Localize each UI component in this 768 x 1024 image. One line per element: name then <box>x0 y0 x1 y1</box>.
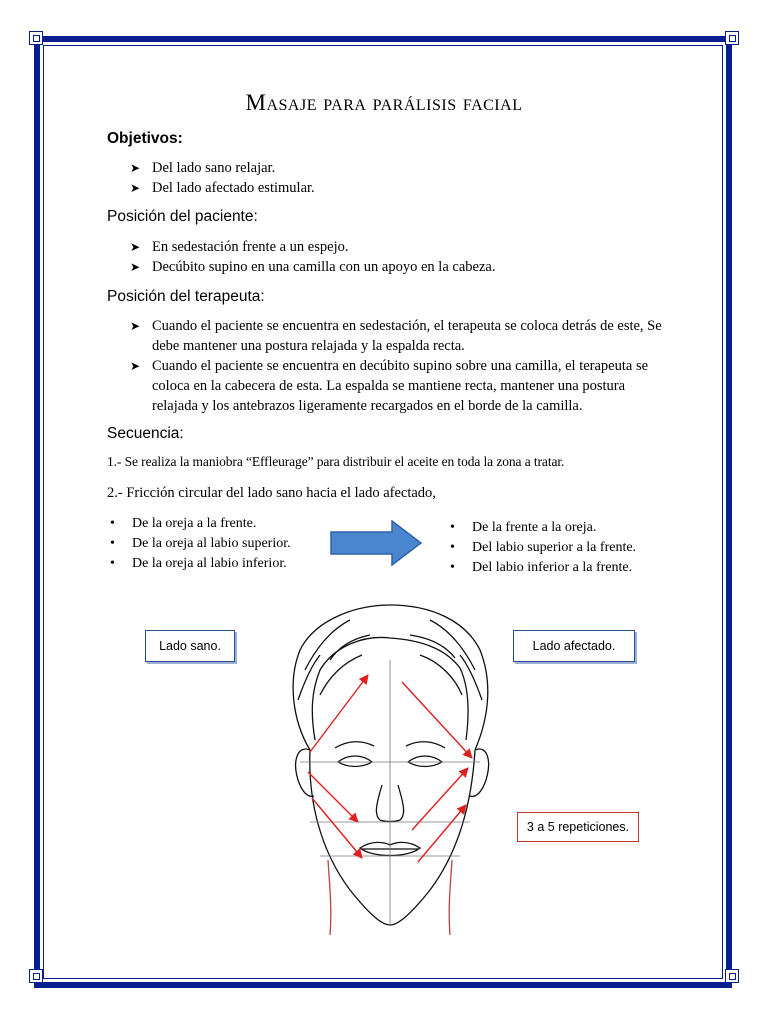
secuencia-step-1: 1.- Se realiza la maniobra “Effleurage” para distribuir el aceite en toda la zona a tratar. <box>107 454 565 469</box>
repeticiones-label: 3 a 5 repeticiones. <box>517 812 639 842</box>
direction-arrow-icon <box>330 520 422 566</box>
list-item: ➤ En sedestación frente a un espejo. <box>130 237 495 257</box>
face-diagram-icon <box>270 600 510 935</box>
list-item: ➤ Del lado sano relajar. <box>130 158 315 178</box>
list-item: • De la frente a la oreja. <box>450 518 636 538</box>
lado-sano-label: Lado sano. <box>145 630 235 662</box>
page-title: Masaje para parálisis facial <box>245 90 523 115</box>
list-item: ➤ Del lado afectado estimular. <box>130 178 315 198</box>
terapeuta-heading: Posición del terapeuta: <box>107 288 265 305</box>
list-item: • De la oreja al labio inferior. <box>110 554 291 574</box>
lado-sano-list <box>110 514 291 574</box>
list-item: • De la oreja al labio superior. <box>110 534 291 554</box>
objetivos-list <box>130 158 315 198</box>
list-item: ➤ Decúbito supino en una camilla con un apoyo en la cabeza. <box>130 257 495 277</box>
objetivos-heading: Objetivos: <box>107 130 183 147</box>
corner-ornament <box>29 31 43 45</box>
paciente-heading: Posición del paciente: <box>107 208 258 225</box>
secuencia-step-2: 2.- Fricción circular del lado sano hacia el lado afectado, <box>107 485 436 501</box>
lado-afectado-label: Lado afectado. <box>513 630 635 662</box>
corner-ornament <box>725 31 739 45</box>
paciente-list <box>130 237 495 277</box>
corner-ornament <box>29 969 43 983</box>
secuencia-heading: Secuencia: <box>107 425 184 442</box>
lado-afectado-list <box>450 518 636 578</box>
terapeuta-list <box>130 316 670 416</box>
list-item: • Del labio inferior a la frente. <box>450 558 636 578</box>
list-item: ➤ Cuando el paciente se encuentra en sedestación, el terapeuta se coloca detrás de este, Se debe mantener una postura relajada y la espalda recta. <box>130 316 670 356</box>
corner-ornament <box>725 969 739 983</box>
list-item: ➤ Cuando el paciente se encuentra en decúbito supino sobre una camilla, el terapeuta se coloca en la cabecera de esta. La espalda se mantiene recta, mantener una postura relajada y los antebrazos ligeramente recargados en el borde de la camilla. <box>130 356 670 416</box>
list-item: • Del labio superior a la frente. <box>450 538 636 558</box>
list-item: • De la oreja a la frente. <box>110 514 291 534</box>
